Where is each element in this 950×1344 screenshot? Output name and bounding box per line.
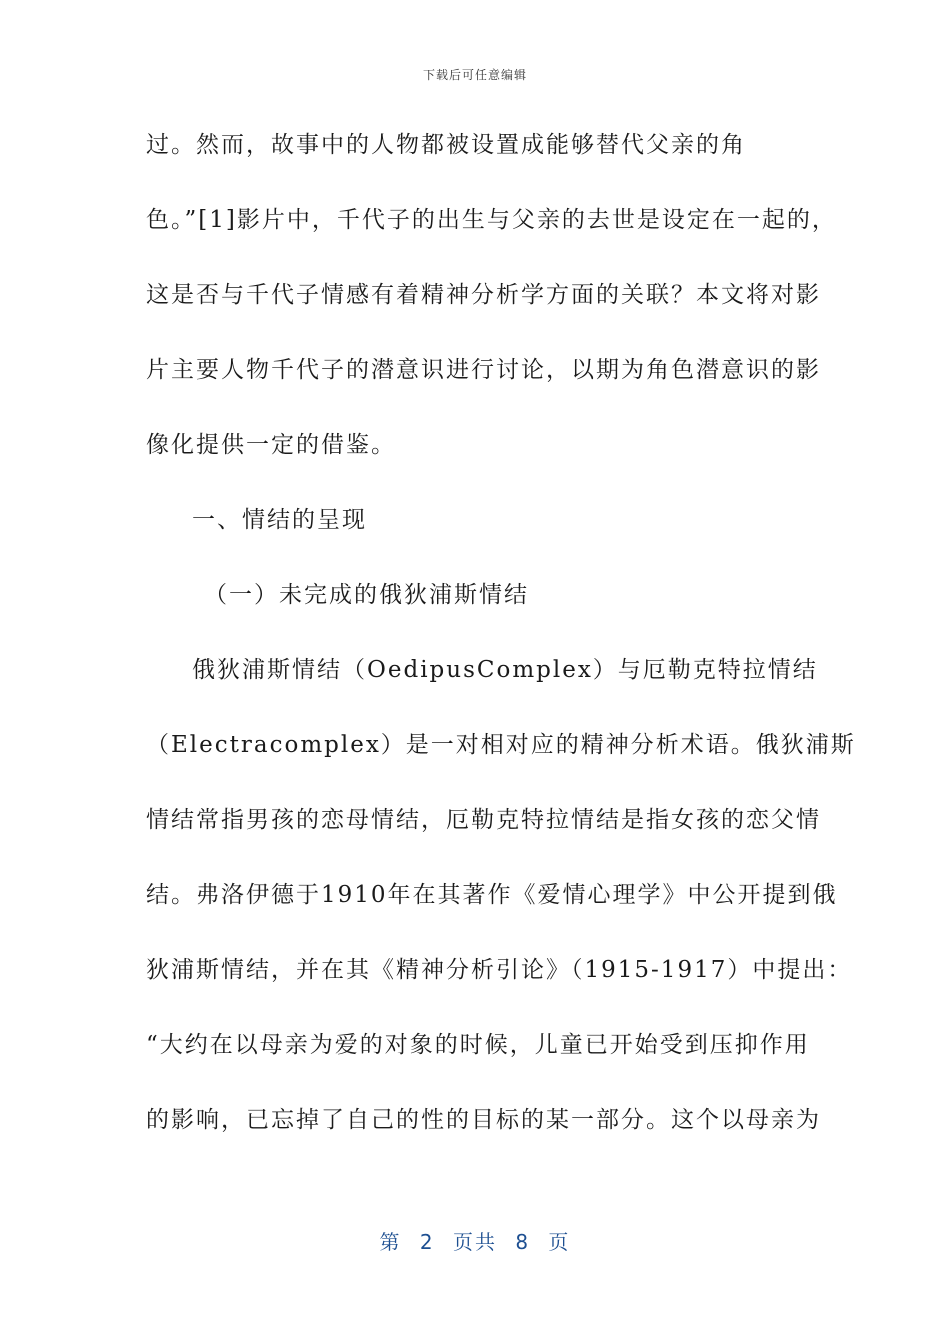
body-line: 色。”[1]影片中，千代子的出生与父亲的去世是设定在一起的， [146,207,837,233]
body-line: 结。弗洛伊德于1910年在其著作《爱情心理学》中公开提到俄 [146,882,838,908]
document-body [146,126,856,1176]
body-line: “大约在以母亲为爱的对象的时候，儿童已开始受到压抑作用 [146,1032,810,1058]
body-line: 过。然而，故事中的人物都被设置成能够替代父亲的角 [146,132,746,158]
body-line: （Electracomplex）是一对相对应的精神分析术语。俄狄浦斯 [146,732,856,758]
page-number: 第 2 页共 8 页 [379,1230,571,1254]
body-line: 这是否与千代子情感有着精神分析学方面的关联？本文将对影 [146,282,821,308]
subsection-heading: （一）未完成的俄狄浦斯情结 [204,582,529,608]
body-line: 像化提供一定的借鉴。 [146,432,396,458]
section-heading: 一、情结的呈现 [192,507,367,533]
body-line: 俄狄浦斯情结（OedipusComplex）与厄勒克特拉情结 [192,657,818,683]
body-line: 狄浦斯情结，并在其《精神分析引论》（1915-1917）中提出： [146,957,853,983]
body-line: 片主要人物千代子的潜意识进行讨论，以期为角色潜意识的影 [146,357,821,383]
body-line: 的影响，已忘掉了自己的性的目标的某一部分。这个以母亲为 [146,1107,821,1133]
body-line: 情结常指男孩的恋母情结，厄勒克特拉情结是指女孩的恋父情 [146,807,821,833]
header-note: 下载后可任意编辑 [422,68,527,82]
